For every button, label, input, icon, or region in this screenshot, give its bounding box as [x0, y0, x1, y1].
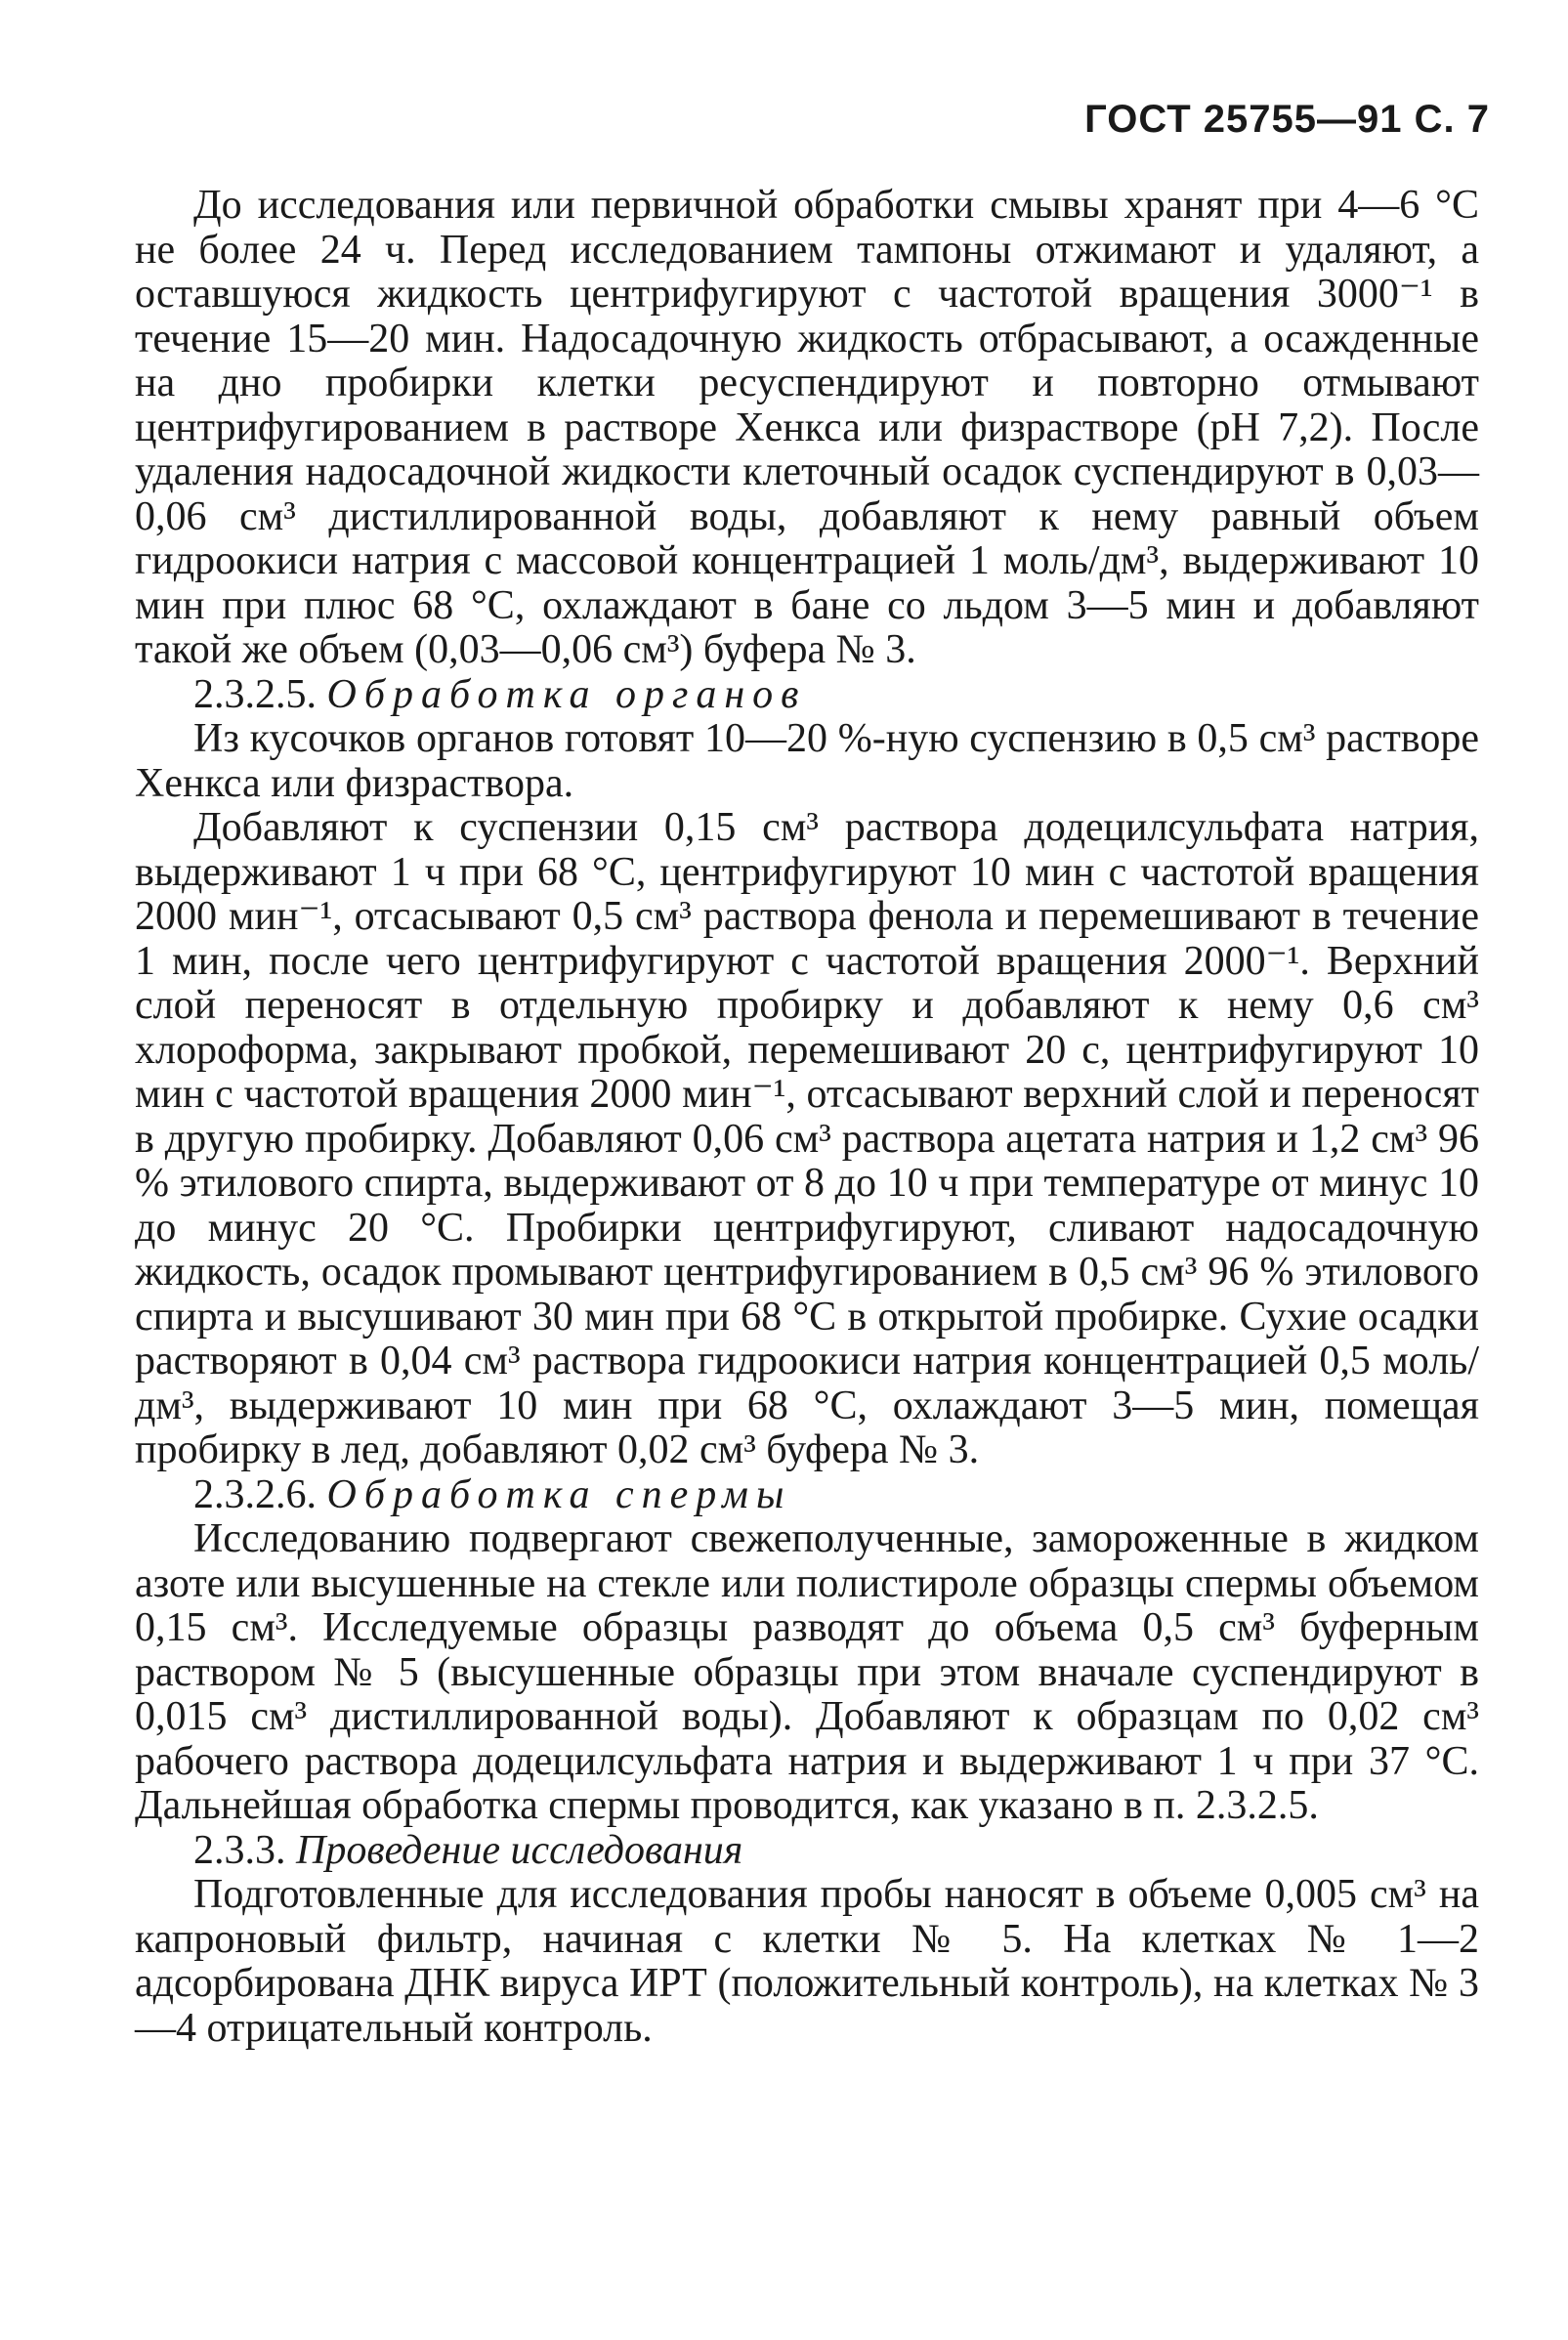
running-header: ГОСТ 25755—91 С. 7	[1084, 98, 1490, 141]
paragraph-organ-processing: Добавляют к суспензии 0,15 см³ раствора додецилсульфата натрия, выдерживают 1 ч при 68 °С, центрифугируют 10 мин с частотой вращения 2000 мин⁻¹, отсасывают 0,5 см³ раствора фенола и перемешивают в течение 1 мин, после чего центрифугируют с частотой вращения 2000⁻¹. Верхний слой переносят в отдельную пробирку и добавляют к нему 0,6 см³ хлороформа, закрывают пробкой, перемешивают 20 с, центрифугируют 10 мин с частотой вращения 2000 мин⁻¹, отсасывают верхний слой и переносят в другую пробирку. Добавляют 0,06 см³ раствора ацетата натрия и 1,2 см³ 96 % этилового спирта, выдерживают от 8 до 10 ч при температуре от минус 10 до минус 20 °С. Пробирки центрифугируют, сливают надосадочную жидкость, осадок промывают центрифугированием в 0,5 см³ 96 % этилового спирта и высушивают 30 мин при 68 °С в открытой пробирке. Сухие осадки растворяют в 0,04 см³ раствора гидроокиси натрия концентрацией 0,5 моль/дм³, выдерживают 10 мин при 68 °С, охлаждают 3—5 мин, помещая пробирку в лед, добавляют 0,02 см³ буфера № 3.	[135, 805, 1479, 1472]
section-title: Обработка спермы	[326, 1471, 792, 1517]
paragraph-procedure: Подготовленные для исследования пробы наносят в объеме 0,005 см³ на капроновый фильтр, начиная с клетки № 5. На клетках № 1—2 адсорбирована ДНК вируса ИРТ (положительный контроль), на клетках № 3—4 отрицательный контроль.	[135, 1872, 1479, 2051]
section-heading-sperm	[135, 1473, 1479, 1518]
document-body	[135, 184, 1479, 2051]
paragraph-organ-suspension: Из кусочков органов готовят 10—20 %-ную суспензию в 0,5 см³ растворе Хенкса или физраствора.	[135, 716, 1479, 806]
section-heading-organs	[135, 673, 1479, 718]
section-title: Обработка органов	[326, 671, 807, 717]
section-heading-procedure	[135, 1829, 1479, 1874]
section-number: 2.3.2.5.	[193, 671, 317, 717]
section-title: Проведение исследования	[296, 1827, 743, 1873]
paragraph-wash-storage: До исследования или первичной обработки смывы хранят при 4—6 °С не более 24 ч. Перед исследованием тампоны отжимают и удаляют, а оставшуюся жидкость центрифугируют с частотой вращения 3000⁻¹ в течение 15—20 мин. Надосадочную жидкость отбрасывают, а осажденные на дно пробирки клетки ресуспендируют и повторно отмывают центрифугированием в растворе Хенкса или физрастворе (рН 7,2). После удаления надосадочной жидкости клеточный осадок суспендируют в 0,03—0,06 см³ дистиллированной воды, добавляют к нему равный объем гидроокиси натрия с массовой концентрацией 1 моль/дм³, выдерживают 10 мин при плюс 68 °С, охлаждают в бане со льдом 3—5 мин и добавляют такой же объем (0,03—0,06 см³) буфера № 3.	[135, 183, 1479, 672]
paragraph-sperm-processing: Исследованию подвергают свежеполученные, замороженные в жидком азоте или высушенные на стекле или полистироле образцы спермы объемом 0,15 см³. Исследуемые образцы разводят до объема 0,5 см³ буферным раствором № 5 (высушенные образцы при этом вначале суспендируют в 0,015 см³ дистиллированной воды). Добавляют к образцам по 0,02 см³ рабочего раствора додецилсульфата натрия и выдерживают 1 ч при 37 °С. Дальнейшая обработка спермы проводится, как указано в п. 2.3.2.5.	[135, 1516, 1479, 1828]
section-number: 2.3.2.6.	[193, 1471, 317, 1517]
section-number: 2.3.3.	[193, 1827, 286, 1873]
